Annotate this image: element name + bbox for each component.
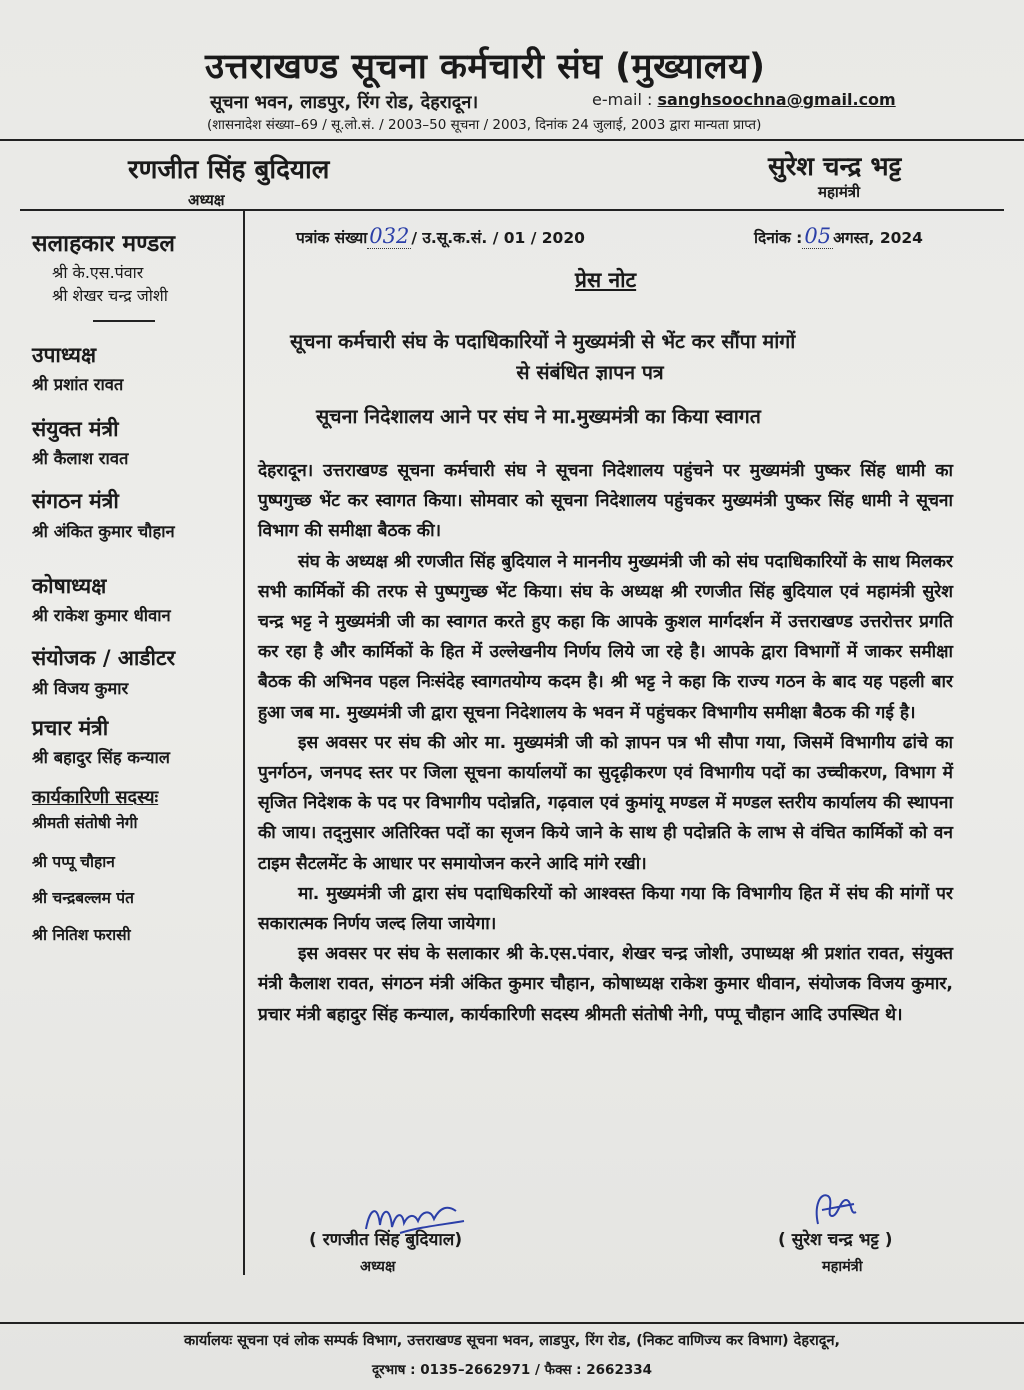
advisory-member: श्री के.एस.पंवार <box>52 263 144 282</box>
president-name: रणजीत सिंह बुदियाल <box>128 155 330 185</box>
letter-date <box>754 224 923 248</box>
org-title: उत्तराखण्ड सूचना कर्मचारी संघ (मुख्यालय) <box>205 47 766 87</box>
executive-member: श्री चन्द्रबल्लम पंत <box>32 889 134 907</box>
publicity-secretary-title: प्रचार मंत्री <box>32 716 109 740</box>
header-rule <box>0 139 1024 141</box>
president-sign-name: ( रणजीत सिंह बुदियाल) <box>309 1230 463 1250</box>
treasurer-title: कोषाध्यक्ष <box>32 574 107 598</box>
joint-secretary-title: संयुक्त मंत्री <box>32 417 119 441</box>
executive-members-title: कार्यकारिणी सदस्यः <box>32 787 159 808</box>
convener-name: श्री विजय कुमार <box>32 679 129 698</box>
body-paragraph: इस अवसर पर संघ के सलाकार श्री के.एस.पंवार, शेखर चन्द्र जोशी, उपाध्यक्ष श्री प्रशांत रावत, संयुक्त मंत्री कैलाश रावत, संगठन मंत्री अंकित कुमार चौहान, कोषाध्यक्ष राकेश कुमार धीवान, संयोजक विजय कुमार, प्रचार मंत्री बहादुर सिंह कन्याल, कार्यकारिणी सदस्य श्रीमती संतोषी नेगी, पप्पू चौहान आदि उपस्थित थे। <box>258 944 953 1025</box>
recognition-note: (शासनादेश संख्या–69 / सू.लो.सं. / 2003–50 सूचना / 2003, दिनांक 24 जुलाई, 2003 द्वारा मान्यता प्राप्त) <box>207 117 762 133</box>
org-email <box>592 90 896 109</box>
treasurer-name: श्री राकेश कुमार धीवान <box>32 606 171 625</box>
secretary-sign-title: महामंत्री <box>822 1259 863 1275</box>
body-paragraph: संघ के अध्यक्ष श्री रणजीत सिंह बुदियाल ने माननीय मुख्यमंत्री जी को संघ पदाधिकारियों के साथ मिलकर सभी कार्मिकों की तरफ से पुष्पगुच्छ भेंट किया। संघ के अध्यक्ष श्री रणजीत सिंह बुदियाल एवं महामंत्री सुरेश चन्द्र भट्ट ने मुख्यमंत्री जी का स्वागत करते हुए कहा कि आपके कुशल मार्गदर्शन में उत्तराखण्ड उत्तरोत्तर प्रगति कर रहा है और कार्मिकों के हित में उल्लेखनीय निर्णय लिये जा रहे है। आपके द्वारा विभागों में जाकर समीक्षा बैठक की अभिनव पहल निःसंदेह स्वागतयोग्य कदम है। श्री भट्ट ने कहा कि राज्य गठन के बाद यह पहली बार हुआ जब मा. मुख्यमंत्री जी द्वारा सूचना निदेशालय के भवन में पहुंचकर विभागीय समीक्षा बैठक की गई है। <box>258 551 953 723</box>
footer-rule <box>0 1322 1024 1324</box>
email-label: e-mail : <box>592 90 653 109</box>
executive-member: श्री पप्पू चौहान <box>32 853 115 871</box>
press-note-body <box>258 456 953 1030</box>
secretary-signature <box>810 1186 860 1231</box>
headline-line-1: सूचना कर्मचारी संघ के पदाधिकारियों ने मुख्यमंत्री से भेंट कर सौंपा मांगों <box>290 330 796 353</box>
email-address: sanghsoochna@gmail.com <box>657 90 896 109</box>
president-title: अध्यक्ष <box>188 191 225 209</box>
footer-phone-fax: दूरभाष : 0135–2662971 / फैक्स : 2662334 <box>371 1362 653 1378</box>
org-address: सूचना भवन, लाडपुर, रिंग रोड, देहरादून। <box>210 92 479 113</box>
executive-member: श्रीमती संतोषी नेगी <box>32 814 138 832</box>
sidebar-separator <box>93 320 155 322</box>
vice-president-name: श्री प्रशांत रावत <box>32 375 124 394</box>
publicity-secretary-name: श्री बहादुर सिंह कन्याल <box>32 748 170 767</box>
secretary-title: महामंत्री <box>818 183 860 201</box>
body-paragraph: मा. मुख्यमंत्री जी द्वारा संघ पदाधिकरियों को आश्वस्त किया गया कि विभागीय हित में संघ की मांगों पर सकारात्मक निर्णय जल्द लिया जायेगा। <box>258 883 953 935</box>
date-month-year: अगस्त, 2024 <box>833 229 923 247</box>
advisory-member: श्री शेखर चन्द्र जोशी <box>52 286 168 305</box>
president-sign-title: अध्यक्ष <box>360 1259 396 1275</box>
footer-office-address: कार्यालयः सूचना एवं लोक सम्पर्क विभाग, उत्तराखण्ड सूचना भवन, लाडपुर, रिंग रोड, (निकट वाणिज्य कर विभाग) देहरादून, <box>183 1333 841 1349</box>
date-label: दिनांक : <box>754 229 803 247</box>
advisory-board-title: सलाहकार मण्डल <box>32 231 175 257</box>
secretary-name: सुरेश चन्द्र भट्ट <box>768 152 902 182</box>
headline-line-2: से संबंधित ज्ञापन पत्र <box>516 361 664 384</box>
date-day: 05 <box>804 224 832 248</box>
org-secretary-name: श्री अंकित कुमार चौहान <box>32 522 175 541</box>
letter-reference <box>296 224 585 248</box>
vice-president-title: उपाध्यक्ष <box>32 343 97 367</box>
org-secretary-title: संगठन मंत्री <box>32 489 119 513</box>
joint-secretary-name: श्री कैलाश रावत <box>32 449 129 468</box>
reference-suffix: / उ.सू.क.सं. / 01 / 2020 <box>411 229 585 247</box>
body-paragraph: देहरादून। उत्तराखण्ड सूचना कर्मचारी संघ ने सूचना निदेशालय पहुंचने पर मुख्यमंत्री पुष्कर सिंह धामी का पुष्पगुच्छ भेंट कर स्वागत किया। सोमवार को सूचना निदेशालय पहुंचकर मुख्यमंत्री पुष्कर सिंह धामी ने सूचना विभाग की समीक्षा बैठक की। <box>258 461 953 542</box>
executive-member: श्री नितिश फरासी <box>32 926 131 944</box>
sub-headline: सूचना निदेशालय आने पर संघ ने मा.मुख्यमंत्री का किया स्वागत <box>316 405 761 428</box>
convener-title: संयोजक / आडीटर <box>32 646 176 670</box>
officers-rule <box>20 209 1004 211</box>
body-paragraph: इस अवसर पर संघ की ओर मा. मुख्यमंत्री जी को ज्ञापन पत्र भी सौपा गया, जिसमें विभागीय ढांचे का पुनर्गठन, जनपद स्तर पर जिला सूचना कार्यालयों का सुदृढ़ीकरण एवं विभागीय पदों का उच्चीकरण, विभाग में सृजित निदेशक के पद पर विभागीय पदोन्नति, गढ़वाल एवं कुमांयू मण्डल में मण्डल स्तरीय कार्यालय की स्थापना की जाय। तद्नुसार अतिरिक्त पदों का सृजन किये जाने के साथ ही पदोन्नति के लाभ से वंचित कार्मिकों को वन टाइम सैटलमेंट के आधार पर समायोजन करने आदि मांगे रखी। <box>258 732 953 874</box>
press-note-title: प्रेस नोट <box>575 268 637 292</box>
secretary-sign-name: ( सुरेश चन्द्र भट्ट ) <box>778 1230 893 1250</box>
reference-label: पत्रांक संख्या <box>296 229 368 247</box>
reference-number: 032 <box>369 224 410 248</box>
